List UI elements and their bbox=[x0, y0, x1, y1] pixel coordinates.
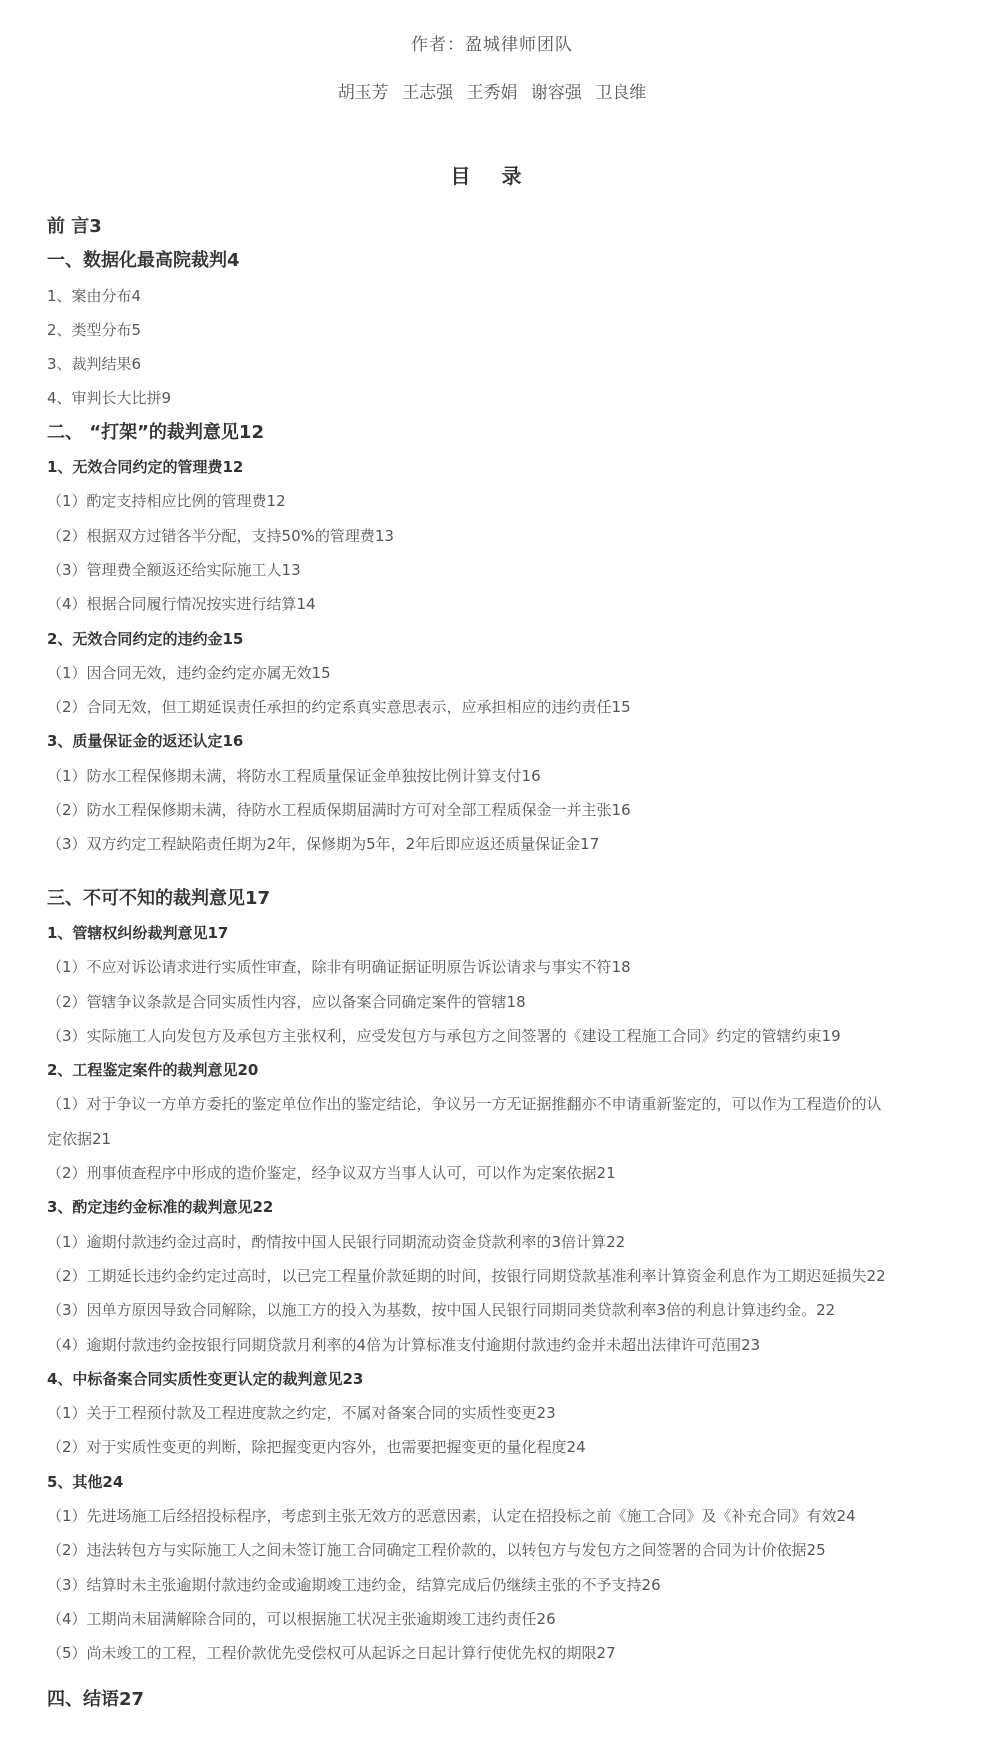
toc-item[interactable]: （3）管理费全额返还给实际施工人13 bbox=[47, 560, 301, 579]
toc-item[interactable]: （1）对于争议一方单方委托的鉴定单位作出的鉴定结论，争议另一方无证据推翻亦不申请重新鉴定的，可以作为工程造价的认 bbox=[47, 1095, 882, 1114]
toc-item[interactable]: （2）合同无效，但工期延误责任承担的约定系真实意思表示，应承担相应的违约责任15 bbox=[47, 698, 631, 717]
toc-section[interactable]: 3、酌定违约金标准的裁判意见22 bbox=[47, 1198, 274, 1217]
toc-item[interactable]: （1）关于工程预付款及工程进度款之约定，不属对备案合同的实质性变更23 bbox=[47, 1404, 556, 1423]
toc-item[interactable]: 1、案由分布4 bbox=[47, 286, 142, 305]
toc-section[interactable]: 3、质量保证金的返还认定16 bbox=[47, 732, 244, 751]
toc-item[interactable]: （2）违法转包方与实际施工人之间未签订施工合同确定工程价款的，以转包方与发包方之间签署的合同为计价依据25 bbox=[47, 1541, 826, 1560]
table-of-contents bbox=[47, 210, 947, 1718]
toc-item[interactable]: 4、审判长大比拼9 bbox=[47, 389, 172, 408]
team-members bbox=[0, 78, 984, 103]
toc-item[interactable]: （3）实际施工人向发包方及承包方主张权利，应受发包方与承包方之间签署的《建设工程施工合同》约定的管辖约束19 bbox=[47, 1026, 841, 1045]
toc-item[interactable]: （1）不应对诉讼请求进行实质性审查，除非有明确证据证明原告诉讼请求与事实不符18 bbox=[47, 958, 631, 977]
toc-chapter[interactable]: 四、结语27 bbox=[47, 1689, 145, 1711]
toc-item[interactable]: 2、类型分布5 bbox=[47, 320, 142, 339]
author-line: 作者：盈城律师团队 bbox=[411, 35, 573, 55]
member-name: 谢容强 bbox=[530, 83, 582, 103]
toc-item[interactable]: （2）防水工程保修期未满，待防水工程质保期届满时方可对全部工程质保金一并主张16 bbox=[47, 801, 631, 820]
toc-section[interactable]: 4、中标备案合同实质性变更认定的裁判意见23 bbox=[47, 1369, 364, 1388]
toc-item[interactable]: 3、裁判结果6 bbox=[47, 355, 142, 374]
toc-title: 目 录 bbox=[450, 164, 534, 188]
toc-item[interactable]: （4）根据合同履行情况按实进行结算14 bbox=[47, 595, 316, 614]
toc-item[interactable]: （1）逾期付款违约金过高时，酌情按中国人民银行同期流动资金贷款利率的3倍计算22 bbox=[47, 1232, 626, 1251]
toc-chapter[interactable]: 二、 “打架”的裁判意见12 bbox=[47, 421, 264, 443]
member-name: 卫良维 bbox=[595, 83, 647, 103]
member-name: 王秀娟 bbox=[466, 83, 518, 103]
toc-item[interactable]: （2）刑事侦查程序中形成的造价鉴定，经争议双方当事人认可，可以作为定案依据21 bbox=[47, 1164, 616, 1183]
toc-item[interactable]: （4）工期尚未届满解除合同的，可以根据施工状况主张逾期竣工违约责任26 bbox=[47, 1609, 556, 1628]
toc-item[interactable]: （1）因合同无效，违约金约定亦属无效15 bbox=[47, 663, 331, 682]
toc-chapter[interactable]: 三、不可不知的裁判意见17 bbox=[47, 887, 271, 909]
toc-section[interactable]: 1、管辖权纠纷裁判意见17 bbox=[47, 923, 229, 942]
toc-item[interactable]: （2）根据双方过错各半分配，支持50%的管理费13 bbox=[47, 526, 394, 545]
member-name: 王志强 bbox=[402, 83, 454, 103]
toc-section[interactable]: 2、工程鉴定案件的裁判意见20 bbox=[47, 1061, 259, 1080]
toc-item[interactable]: （3）因单方原因导致合同解除，以施工方的投入为基数，按中国人民银行同期同类贷款利率3倍的利息计算违约金。22 bbox=[47, 1301, 836, 1320]
toc-item[interactable]: （2）管辖争议条款是合同实质性内容，应以备案合同确定案件的管辖18 bbox=[47, 992, 526, 1011]
toc-item[interactable]: （1）先进场施工后经招投标程序，考虑到主张无效方的恶意因素，认定在招投标之前《施工合同》及《补充合同》有效24 bbox=[47, 1506, 856, 1525]
toc-item[interactable]: （3）双方约定工程缺陷责任期为2年，保修期为5年，2年后即应返还质量保证金17 bbox=[47, 835, 600, 854]
toc-item-continuation[interactable]: 定依据21 bbox=[47, 1129, 112, 1148]
toc-item[interactable]: （1）防水工程保修期未满，将防水工程质量保证金单独按比例计算支付16 bbox=[47, 766, 541, 785]
spacer bbox=[47, 1670, 947, 1683]
toc-item[interactable]: （4）逾期付款违约金按银行同期贷款月利率的4倍为计算标准支付逾期付款违约金并未超出法律许可范围23 bbox=[47, 1335, 761, 1354]
toc-item[interactable]: （3）结算时未主张逾期付款违约金或逾期竣工违约金，结算完成后仍继续主张的不予支持26 bbox=[47, 1575, 661, 1594]
spacer bbox=[47, 862, 947, 882]
toc-chapter[interactable]: 前 言3 bbox=[47, 216, 102, 237]
member-name: 胡玉芳 bbox=[337, 83, 389, 103]
toc-chapter[interactable]: 一、数据化最高院裁判4 bbox=[47, 250, 240, 272]
toc-section[interactable]: 5、其他24 bbox=[47, 1472, 124, 1491]
toc-item[interactable]: （5）尚未竣工的工程，工程价款优先受偿权可从起诉之日起计算行使优先权的期限27 bbox=[47, 1644, 616, 1663]
toc-section[interactable]: 1、无效合同约定的管理费12 bbox=[47, 458, 244, 477]
toc-item[interactable]: （1）酌定支持相应比例的管理费12 bbox=[47, 492, 286, 511]
toc-item[interactable]: （2）对于实质性变更的判断，除把握变更内容外，也需要把握变更的量化程度24 bbox=[47, 1438, 586, 1457]
toc-item[interactable]: （2）工期延长违约金约定过高时，以已完工程量价款延期的时间，按银行同期贷款基准利率计算资金利息作为工期迟延损失22 bbox=[47, 1266, 886, 1285]
toc-section[interactable]: 2、无效合同约定的违约金15 bbox=[47, 629, 244, 648]
